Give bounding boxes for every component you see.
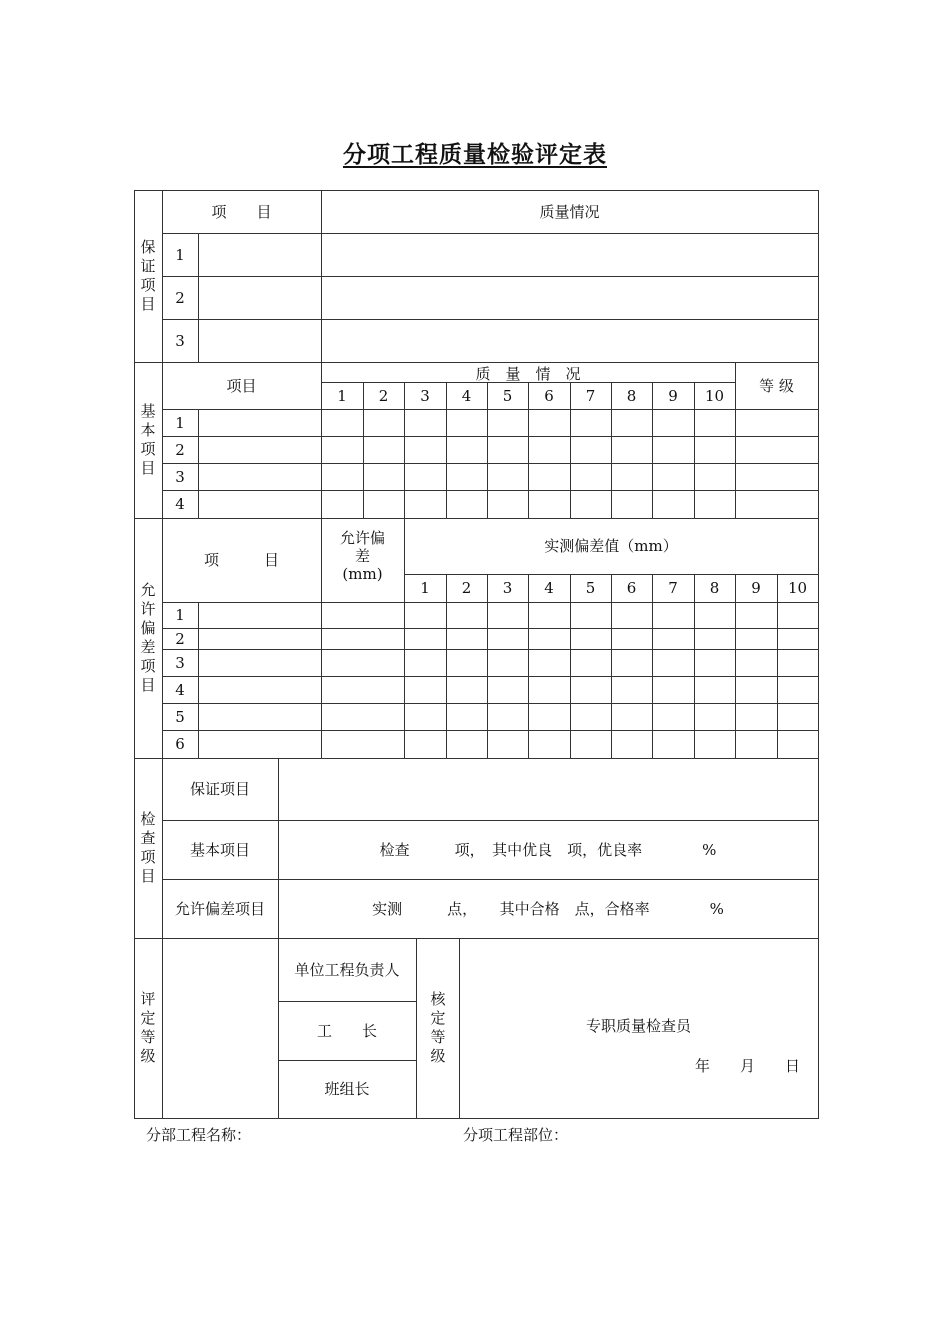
allowance-row-number: 5 — [175, 707, 185, 726]
grid-line — [162, 649, 819, 650]
date-label: 年 月 日 — [695, 1057, 801, 1075]
allowance-row-number: 6 — [175, 735, 185, 753]
guarantee-item-header: 项 目 — [211, 202, 272, 221]
basic-row-number: 1 — [175, 413, 185, 432]
allowance-row-number: 3 — [175, 653, 185, 672]
basic-grade-header: 等 级 — [759, 376, 794, 395]
basic-column-number: 6 — [544, 386, 554, 405]
allowance-tolerance-unit: (mm) — [342, 565, 383, 583]
allowance-row-number: 1 — [175, 606, 185, 624]
grid-line — [416, 938, 417, 1119]
team-lead-label: 班组长 — [324, 1080, 370, 1098]
guarantee-row-number: 2 — [175, 288, 185, 307]
foreman-label: 工 长 — [316, 1021, 377, 1040]
allowance-column-number: 10 — [787, 579, 808, 597]
check-basic-label: 基本项目 — [189, 840, 250, 859]
section-label-basic: 基本项目 — [140, 402, 156, 477]
grid-line — [162, 703, 819, 704]
grid-line — [162, 409, 819, 410]
basic-item-header: 项目 — [226, 376, 257, 395]
grid-line — [162, 436, 819, 437]
basic-column-number: 2 — [378, 386, 389, 405]
grid-line — [162, 676, 819, 677]
guarantee-row-number: 3 — [175, 331, 185, 350]
basic-row-number: 4 — [175, 495, 185, 513]
allowance-column-number: 1 — [420, 579, 430, 597]
grid-line — [134, 190, 135, 1119]
grid-line — [162, 319, 819, 320]
grid-line — [198, 409, 199, 519]
section-label-allowance: 允许偏差项目 — [140, 581, 156, 694]
allowance-column-number: 3 — [502, 579, 513, 597]
section-label-check: 检查项目 — [140, 810, 156, 885]
grid-line — [198, 602, 199, 759]
grid-line — [162, 276, 819, 277]
allowance-column-number: 2 — [461, 579, 472, 597]
basic-column-number: 10 — [704, 386, 725, 405]
basic-quality-header: 质 量 情 况 — [475, 365, 581, 383]
check-allowance-text: 实测 点， 其中合格 点，合格率 % — [372, 899, 724, 918]
grid-line — [162, 463, 819, 464]
allowance-item-header: 项 目 — [203, 551, 279, 569]
basic-row-number: 3 — [175, 467, 185, 486]
basic-column-number: 4 — [461, 386, 472, 405]
verify-grade-label: 核定等级 — [430, 990, 446, 1065]
basic-column-number: 3 — [420, 386, 430, 405]
basic-column-number: 7 — [585, 386, 596, 405]
check-basic-text: 检查 项， 其中优良 项，优良率 % — [379, 840, 717, 859]
unit-lead-label: 单位工程负责人 — [294, 960, 400, 979]
grid-line — [134, 1118, 819, 1119]
grid-line — [162, 233, 819, 234]
grid-line — [818, 190, 819, 1119]
grid-line — [162, 490, 819, 491]
basic-column-number: 8 — [626, 386, 637, 405]
check-allowance-label: 允许偏差项目 — [174, 899, 265, 918]
division-name-label: 分部工程名称： — [146, 1126, 252, 1144]
allowance-column-number: 4 — [544, 579, 554, 597]
item-location-label: 分项工程部位： — [463, 1126, 569, 1144]
title-text: 分项工程质量检验评定表 — [343, 141, 607, 168]
section-label-rating: 评定等级 — [140, 990, 156, 1065]
section-label-guarantee: 保证项目 — [140, 238, 156, 313]
allowance-column-number: 5 — [585, 579, 596, 597]
basic-column-number: 1 — [337, 386, 347, 405]
allowance-column-number: 8 — [709, 579, 720, 597]
grid-line — [162, 628, 819, 629]
allowance-row-number: 2 — [175, 629, 185, 648]
allowance-row-number: 4 — [175, 680, 185, 699]
allowance-measured-header: 实测偏差值（mm） — [544, 537, 678, 555]
grid-line — [162, 602, 819, 603]
basic-column-number: 5 — [502, 386, 513, 405]
grid-line — [198, 233, 199, 363]
grid-line — [134, 938, 819, 939]
guarantee-quality-header: 质量情况 — [539, 202, 600, 221]
allowance-tolerance-header — [321, 528, 404, 584]
check-guarantee-label: 保证项目 — [189, 780, 250, 798]
basic-row-number: 2 — [175, 440, 185, 459]
allowance-column-number: 9 — [751, 579, 761, 597]
guarantee-row-number: 1 — [175, 245, 185, 264]
allowance-tolerance-label: 允许偏差 — [339, 529, 385, 565]
allowance-column-number: 7 — [668, 579, 678, 597]
grid-line — [162, 730, 819, 731]
allowance-column-number: 6 — [626, 579, 637, 597]
basic-column-number: 9 — [668, 386, 678, 405]
inspector-label: 专职质量检查员 — [585, 1017, 691, 1035]
